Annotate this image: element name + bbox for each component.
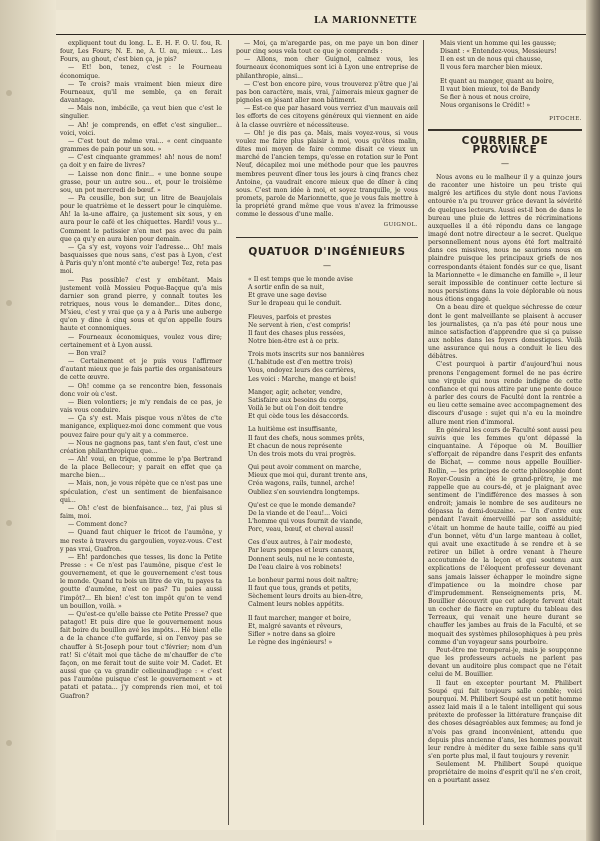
- binding-hole: [6, 90, 12, 96]
- verse-line: La huitième est insuffisante,: [248, 426, 338, 434]
- paragraph: — Pas possible? c'est y embêtant. Mais justement voilà Mossieu Poque-Baçque qu'a mis darnier son grand pierre, y connaît toutes les retriques, nous vous le demander... Dites donc, M'sieu, c'est y vrai que ça y a à Paris une auberge qu'on y dine à cinq sous et qu'on appelle fours haute et connomiques.: [60, 276, 222, 333]
- verse-line: Notre bien-être est à ce prix.: [248, 338, 340, 345]
- stanza: [236, 426, 418, 459]
- paragraph: — Est-ce que par hasard vous verriez d'un mauvais œil les efforts de ces citoyens généreux qui viennent en aide à la classe ouvrière et nécessiteuse.: [236, 105, 418, 129]
- section-rule: [428, 129, 582, 131]
- stanza: [236, 502, 418, 535]
- verse-line: Et chacun de nous représente: [248, 442, 343, 450]
- paragraph: — Nous ne gagnons pas, tant s'en faut, c'est une création philanthropique que...: [60, 439, 222, 455]
- binding-hole: [6, 300, 12, 306]
- verse-line: Trois mots inscrits sur nos bannières: [248, 351, 365, 359]
- verse-line: Calment leurs nobles appétits.: [248, 601, 344, 609]
- column-rule: [228, 40, 229, 825]
- paragraph: — Ça s'y est, voyons voir l'adresse... Oh! mais basquaisses que nous sans, c'est pas à Lyon, c'est à Paris qu'y n'ont monté c'te auberge! Tez, reta pas moi.: [60, 243, 222, 276]
- stanza: [236, 539, 418, 572]
- verse-line: Un des trois mots du vrai progrès.: [248, 450, 356, 458]
- verse-line: (L'habitude est d'en mettre trois): [248, 359, 353, 367]
- verse-line: Disant : « Entendez-vous, Messieurs!: [440, 48, 557, 56]
- verse-line: Il faut marcher, manger et boire,: [248, 614, 352, 622]
- verse-line: Les voici : Marche, mange et bois!: [248, 375, 357, 383]
- stanza: [236, 615, 418, 648]
- verse-line: Se fier à nous et nous croire,: [440, 93, 531, 101]
- verse-line: Le règne des ingénieurs! »: [248, 639, 333, 646]
- verse-line: Vous, ondoyez leurs des carrières,: [248, 367, 356, 375]
- verse-line: Il faut que tous, grands et petits,: [248, 585, 352, 593]
- page-edge-shadow: [586, 0, 600, 841]
- paragraph: Peut-être me tromperai-je, mais je soupçonne que les professeurs actuels ne parlent pas devant un auditoire plus compact que ne l'était celui de M. Bouillier.: [428, 646, 582, 679]
- paragraph: — Eh! pardonches que tesses, lis donc la Petite Presse : « Ce n'est pas l'aumône, pisque c'est le gouvernement, et que le gouvernement c'est tous le monde. Quand tu bois un litre de vin, tu payes ta goutte d'aumône, n'est ce pas? Tu paies aussi l'impôt?... Eh bien! c'est ton impôt qu'on te vend un bouillon, voilà. »: [60, 553, 222, 610]
- paragraph: — Oh! comme ça se rencontre bien, fessonais donc voir où c'est.: [60, 382, 222, 398]
- binding-hole: [6, 740, 12, 746]
- verse-line: Le bonheur parmi nous doit naître;: [248, 576, 359, 584]
- verse-line: Et qui cède tous les désaccords.: [248, 413, 349, 421]
- heading-dash: —: [323, 260, 331, 270]
- verse-line: Et, malgré savants et rêveurs,: [248, 622, 343, 630]
- verse-line: L'homme qui vous fournit de viande,: [248, 517, 363, 525]
- verse-line: Ne servent à rien, c'est compris!: [248, 321, 351, 329]
- verse-line: Qui peut avoir comment on marche,: [248, 464, 362, 472]
- verse-line: Nous organisons le Crédit! »: [440, 102, 531, 110]
- stanza: [428, 40, 582, 73]
- paragraph: — C'est bon encore pire, vous trouverez p'être que j'ai pas bon caractère, mais, vrai, j'aimerais mieux gagner de pignoles en jésant aller mon bâtiment.: [236, 80, 418, 105]
- verse-line: Voilà le but où l'on doit tendre: [248, 405, 344, 413]
- paragraph: expliquent tout du long. L. E. H. F. O. U. fou, R. four, Les Fours; N. E. ne, A. U. au, mieux... Les Fours, au ghout, c'est bien ça, je pis?: [60, 40, 222, 64]
- column-3: [428, 40, 582, 825]
- column-2: [236, 40, 418, 825]
- paragraph: — C'est tout de même vrai... « cent cinquante grammes de pain pour un sou. »: [60, 137, 222, 154]
- paragraph: — Oh! je dis pas ça. Mais, mais voyez-vous, si vous voulez me faire plus plaisir à moi, vous qu'êtes malin, dites moi moyen de faire comme disait ce vieux un marché de l'ancien temps, qu'esse en rotation sur le Pont Neuf, décapilez moi une méthode pour que les pauvres membres peuvent dîner tous les jours à cinq francs chez Antoine, ça vaudrait encore mieux que de dîner à cinq sous. C'est mon idée à moi, et soyez tranquille, je vous promets, parole de Marionnette, que je vous fais mettre à la propriété grand même que vous n'avez la frimousse comme le dessous d'une malle.: [236, 129, 418, 219]
- courrier-heading: COURRIER DE PROVINCE: [461, 135, 549, 156]
- paragraph: — Quand faut chiquer le fricot de l'aumône, y me reste à travers du gargoulien, voyez-vous. C'est y pas vrai, Guafron.: [60, 529, 222, 553]
- verse-line: Créa wagons, rails, tunnel, arche!: [248, 480, 355, 488]
- paragraph: — Ça s'y est. Mais pisque vous n'êtes de c'te manigance, expliquez-moi donc comment que vous pouvez faire pour qu'y ait y a commerce.: [60, 415, 222, 439]
- stanza: [236, 351, 418, 384]
- verse-line: Porc, veau, bœuf, et cheval aussi!: [248, 526, 354, 534]
- verse-line: Manger, agir, acheter, vendre,: [248, 388, 343, 396]
- poem-ending: [428, 40, 582, 110]
- paragraph: — C'est cinquante grammes! ah! nous de nom! ça doit y en faire de livres?: [60, 154, 222, 170]
- quatuor-heading: QUATUOR D'INGÉNIEURS: [248, 245, 406, 258]
- verse-line: De la viande et de l'eau!... Voici: [248, 509, 348, 517]
- verse-line: Ces d'eux autres, à l'air modeste,: [248, 539, 353, 547]
- paragraph: — Certainement et je puis vous l'affirmer d'autant mieux que je fais partie des organisateurs de cette œuvre.: [60, 358, 222, 382]
- heading-dash: —: [501, 158, 509, 168]
- column-1: [60, 40, 222, 825]
- paragraph: — Pa ceusille, bon sur, un litre de Beaujolais pour le quatrième et le dessert pour le cinquième. Ah! la la-une affaire, ça justement six sous, y en aura pour le café et les chiquettes. Hardi! vous y... Comment le patissier n'en met pas avec du pain que ça qu'y en aura bien pour demain.: [60, 194, 222, 243]
- newspaper-page: [56, 10, 586, 830]
- verse-line: Donnent seuls, nul ne le conteste,: [248, 555, 355, 563]
- binding-hole: [6, 520, 12, 526]
- verse-line: Et grave une sage devise: [248, 292, 327, 300]
- paragraph: Nous avons eu le malheur il y a quinze jours de raconter une histoire un peu triste qui malgré les artifices du style dont nous l'avions entourée n'a pu trouver grâce devant la sévérité de quelques lecteurs. Aussi est-il bon de dans le bureau une pluie de lettres de récriminations auxquelles il a été répondu dans ce langage imagé dont notre directeur a le secret. Quelque personnellement nous ayons été fort maltraité dans ces missives, nous ne saurions nous en plaindre puisque les principaux griefs de nos correspondants étaient fondés sur ce que, lisant la Marionnette « le dimanche en famille », il leur serait impossible de continuer cette lecture si nous persistions dans la voie déplorable où nous nous étions engagé.: [428, 173, 582, 304]
- paragraph: On a beau dire et quelque séchresse de cœur dont le gent malveillante se plaisent à accuser les journalistes, ça n'a pas été pour nous une mince satisfaction d'apprendre que si ça puisse aux nobles dans les foyers domestiques. Voilà une assurance qui nous a conduit le lieu des débâtres.: [428, 304, 582, 361]
- column-rule: [423, 40, 424, 825]
- paragraph: — Te crois? mais vraiment bien mieux dire Fourneaux, qu'il me semble, ça en ferait davantage.: [60, 80, 222, 105]
- verse-line: Oubliez s'en souviendra longtemps.: [248, 488, 360, 496]
- paragraph: — Fourneaux économiques, voulez vous dire; certainement et à Lyon aussi.: [60, 333, 222, 349]
- masthead: [56, 10, 586, 34]
- paragraph: — Oh! c'est de bienfaisance... tez, j'ai plus si faim, moi.: [60, 504, 222, 521]
- verse-line: Sur le drapeau qui le conduit.: [248, 300, 342, 308]
- stanza: [236, 276, 418, 309]
- verse-line: A sortir enfin de sa nuit,: [248, 284, 325, 292]
- paragraph: — Bon vrai?: [68, 349, 106, 357]
- verse-line: Fleuves, parfois et prestes: [248, 313, 332, 321]
- paragraph: — Bien volontiers; je m'y rendais de ce pas, je vais vous conduire.: [60, 398, 222, 415]
- masthead-rule: [56, 34, 586, 35]
- verse-line: « Il est temps que le monde avise: [248, 275, 353, 283]
- binding-margin: [0, 0, 56, 841]
- signature-guignol: GUIGNOL.: [383, 222, 418, 229]
- verse-line: Il faut des chases plus ressées,: [248, 329, 346, 337]
- verse-line: Sifler » notre dans sa gloire: [248, 630, 336, 638]
- masthead-title: LA MARIONNETTE: [314, 16, 418, 26]
- paragraph: — Comment donc?: [68, 521, 127, 529]
- verse-line: Il faut des chefs, nous sommes prêts,: [248, 434, 365, 442]
- paragraph: C'est pourquoi à partir d'aujourd'hui nous prenons l'engagement formel de ne pas écrire une virgule qui nous rende indigne de cette confiance et qui nous attire par une pente douce à parler des cours de Faculté dont la rentrée a eu lieu cette semaine avec accompagnement des discours d'usage : sujet qui n'a eu la moindre allure ment rien d'immoral.: [428, 361, 582, 426]
- verse-line: Il vous fera marcher bien mieux.: [440, 64, 543, 72]
- section-rule: [236, 237, 418, 238]
- paragraph: — Qu'est-ce qu'elle baisse cte Petite Presse? que patagot! Et puis dire que le gouvernement nous fait boire du bouillon avé les impôts... Hé bien! elle a de la chance c'te guffarde, si on l'envoy pas se chauffer à St-Joseph pour tout c'février; nom d'un rat! Si c'était moi que tâche de m'chauffer de c'te façon, on me ferait tout de suite voir M. Cadet. Et aussi que ça va grandir celieuinaudjuge : « c'est pas l'aumône puisque c'est le gouvernement » et patati et patata... j'y comprends rien moi, et toi Guafron?: [60, 610, 222, 700]
- verse-line: Et quant au manger, quant au boire,: [440, 77, 555, 85]
- paragraph: Il faut en excepter pourtant M. Philibert Soupé qui fait toujours salle comble; voici pourquoi. M. Philibert Soupé est un petit homme assez laid mais il a le talent intelligent qui sous prétexte de professer la littérature française dit des choses désagréables aux femmes; au fond je n'vois pas grand inconvénient, attendu que depuis plus ancienne d'ans, les hommes pouvait leur rendre à méditer du sexe faible sans qu'il s'en porte plus mal, il faut toujours y revenir.: [428, 679, 582, 760]
- verse-line: Par leurs pompes et leurs canaux,: [248, 547, 355, 555]
- stanza: [236, 389, 418, 422]
- stanza: [236, 577, 418, 610]
- paragraph: — Allons, mon cher Guignol, calmez vous, les fourneaux économiques sont ici à Lyon une entreprise de philanthropie, ainsi...: [236, 56, 418, 80]
- verse-line: Il en est un de nous qui chausse,: [440, 56, 543, 64]
- signature-pitoche: PITOCHE.: [549, 116, 582, 123]
- paragraph: — Ah! voui, en trique, comme le p'pa Bertrand de la place Bellecour; y parait en effet que ça marche bien...: [60, 455, 222, 480]
- stanza: [428, 78, 582, 111]
- paragraph: — Ah! je comprends, en effet c'est singulier... voici, voici.: [60, 121, 222, 137]
- paragraph: Seulement M. Philibert Soupé quoique propriétaire de moins d'esprit qu'il ne s'en croit, en a pourtant assez: [428, 761, 582, 785]
- quatuor-poem: [236, 276, 418, 647]
- verse-line: Mais vient un homme qui les gausse;: [440, 40, 557, 47]
- paragraph: — Moi, ça m'aregarde pas, on me paye un bon diner pour cinq sous vela tout ce que je comprends :: [236, 40, 418, 56]
- paragraph: — Mais, non, je vous répète que ce n'est pas une spéculation, c'est un sentiment de bienfaisance qui...: [60, 480, 222, 504]
- paragraph: En général les cours de Faculté sont aussi peu suivis que les femmes qu'ont dépassé la cinquantaine. À l'époque où M. Bouillier s'efforçait de répandre dans l'esprit des enfants de Bichat, — comme nous appelle Bouillier-Rollin, — les principes de cette philosophie dont Royer-Cousin a été le grand-prêtre, je me rappelle que au cours-dé, et je plaignant avec sentiment de l'indifférence des masses à son endroit; jamais le nombre de ses auditeurs ne dépassa la demi-douzaine. — Un d'entre eux pendant l'avait émerveillé par son assiduité; c'était un homme de haute taille, coiffé au pied d'un bonnet, vêtu d'un large manteau à collet, qui avait une exactitude à se rendre et à se retirer un billet à ordre venant à l'heure accoutumée de la leçon et qui soutenu aux explications de l'éloquent professeur devenant sans jamais laisser échapper le moindre signe d'impatience ou la moindre chose par d'imprudemment. Renseignements pris, M. Bouillier découvrit que cet adepte fervent était un cocher de fiacre en rupture du tableau des Terreaux, qui venait une heure durant se chauffer les jambes au frais de la Faculté, et se moquait des systèmes philosophiques à peu près comme d'un voyageur sans pourboire.: [428, 426, 582, 646]
- stanza: [236, 464, 418, 497]
- verse-line: Il vaut bien mieux, toi de Bandy: [440, 85, 540, 93]
- verse-line: De l'eau claire à vos robinets!: [248, 563, 342, 571]
- verse-line: Satisfaire aux besoins du corps,: [248, 396, 349, 404]
- verse-line: Mieux que moi qui, durant trente ans,: [248, 472, 368, 480]
- paragraph: — Mais non, imbécile, ça veut bien que c'est le singulier.: [60, 105, 222, 121]
- paragraph: — Laisse non donc finir... « une bonne soupe grasse, pour un autre sou... et, pour le troisième sou, un pot mercredi de bœuf. »: [60, 170, 222, 194]
- paragraph: — Et! bon, tenez, c'est : le Fourneau économique.: [60, 64, 222, 80]
- stanza: [236, 314, 418, 347]
- verse-line: Sèchement leurs droits au bien-être,: [248, 593, 364, 601]
- verse-line: Qu'est ce que le monde demande?: [248, 501, 356, 509]
